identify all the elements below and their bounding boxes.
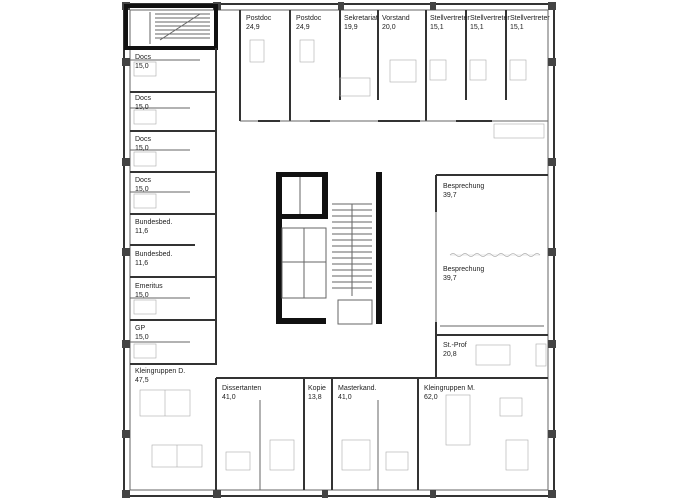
room-besprechung-1-name: Besprechung bbox=[443, 183, 485, 190]
room-emeritus-area: 15,0 bbox=[135, 292, 149, 299]
room-gp-name: GP bbox=[135, 325, 146, 332]
room-stellvertreter-3-area: 15,1 bbox=[510, 24, 524, 31]
room-labels bbox=[135, 15, 550, 401]
room-stellvertreter-3-name: Stellvertreter bbox=[510, 15, 550, 22]
room-besprechung-2-area: 39,7 bbox=[443, 275, 457, 282]
room-docs-2-area: 15,0 bbox=[135, 104, 149, 111]
room-docs-4-name: Docs bbox=[135, 177, 151, 184]
room-emeritus-name: Emeritus bbox=[135, 283, 163, 290]
room-docs-1-area: 15,0 bbox=[135, 63, 149, 70]
room-stellvertreter-2-area: 15,1 bbox=[470, 24, 484, 31]
stair-top-left bbox=[126, 6, 216, 48]
room-bundesbed-1-area: 11,6 bbox=[135, 228, 149, 235]
room-vorstand-area: 20,0 bbox=[382, 24, 396, 31]
room-st-prof-name: St.-Prof bbox=[443, 342, 467, 349]
room-kleingruppen-d-area: 47,5 bbox=[135, 377, 149, 384]
room-docs-3-area: 15,0 bbox=[135, 145, 149, 152]
room-bundesbed-1-name: Bundesbed. bbox=[135, 219, 173, 226]
room-dissertanten-name: Dissertanten bbox=[222, 385, 262, 392]
room-bundesbed-2-area: 11,6 bbox=[135, 260, 149, 267]
room-docs-4-area: 15,0 bbox=[135, 186, 149, 193]
room-kleingruppen-m-name: Kleingruppen M. bbox=[424, 385, 475, 392]
room-postdoc-2-name: Postdoc bbox=[296, 15, 322, 22]
room-docs-3-name: Docs bbox=[135, 136, 151, 143]
room-st-prof-area: 20,8 bbox=[443, 351, 457, 358]
room-vorstand-name: Vorstand bbox=[382, 15, 410, 22]
room-kleingruppen-d-name: Kleingruppen D. bbox=[135, 368, 186, 375]
room-docs-1-name: Docs bbox=[135, 54, 151, 61]
room-stellvertreter-2-name: Stellvertreter bbox=[470, 15, 510, 22]
room-stellvertreter-1-area: 15,1 bbox=[430, 24, 444, 31]
room-masterkand-name: Masterkand. bbox=[338, 385, 377, 392]
room-bundesbed-2-name: Bundesbed. bbox=[135, 251, 173, 258]
room-dissertanten-area: 41,0 bbox=[222, 394, 236, 401]
room-gp-area: 15,0 bbox=[135, 334, 149, 341]
central-core bbox=[276, 172, 382, 324]
room-docs-2-name: Docs bbox=[135, 95, 151, 102]
room-masterkand-area: 41,0 bbox=[338, 394, 352, 401]
room-postdoc-1-name: Postdoc bbox=[246, 15, 272, 22]
room-postdoc-2-area: 24,9 bbox=[296, 24, 310, 31]
room-kleingruppen-m-area: 62,0 bbox=[424, 394, 438, 401]
room-postdoc-1-area: 24,9 bbox=[246, 24, 260, 31]
room-sekretariat-name: Sekretariat bbox=[344, 15, 378, 22]
room-besprechung-2-name: Besprechung bbox=[443, 266, 485, 273]
room-stellvertreter-1-name: Stellvertreter bbox=[430, 15, 470, 22]
room-sekretariat-area: 19,9 bbox=[344, 24, 358, 31]
room-kopie-area: 13,8 bbox=[308, 394, 322, 401]
room-kopie-name: Kopie bbox=[308, 385, 326, 392]
room-besprechung-1-area: 39,7 bbox=[443, 192, 457, 199]
